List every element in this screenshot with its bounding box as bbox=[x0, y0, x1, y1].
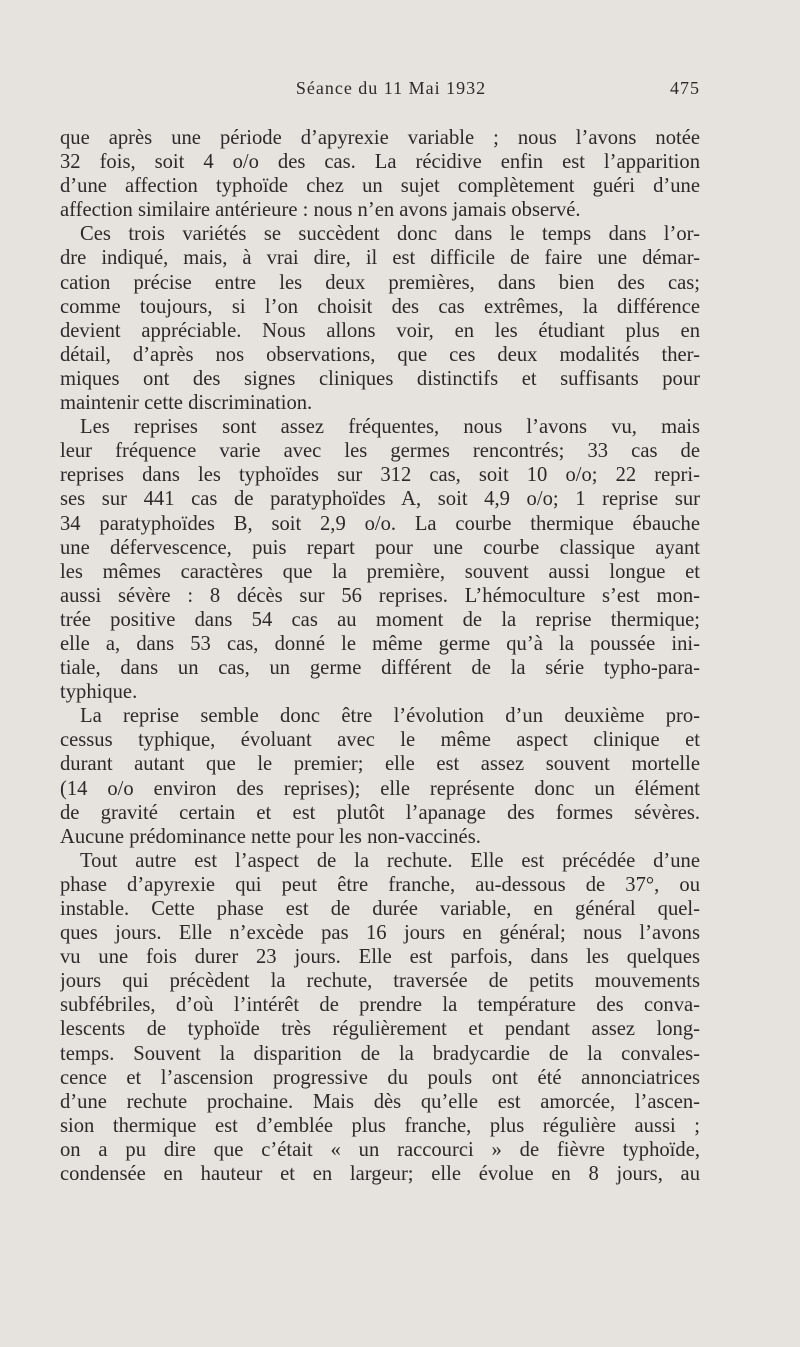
text-line: Ces trois variétés se succèdent donc dans le temps dans l’or- bbox=[80, 223, 700, 246]
running-header bbox=[60, 78, 700, 102]
text-line: reprises dans les typhoïdes sur 312 cas, soit 10 o/o; 22 repri- bbox=[60, 464, 700, 487]
text-line: ses sur 441 cas de paratyphoïdes A, soit 4,9 o/o; 1 reprise sur bbox=[60, 488, 700, 511]
text-line: affection similaire antérieure : nous n’en avons jamais observé. bbox=[60, 199, 581, 222]
text-line: détail, d’après nos observations, que ces deux modalités ther- bbox=[60, 343, 700, 366]
text-line: cence et l’ascension progressive du pouls ont été annonciatrices bbox=[60, 1066, 700, 1089]
text-line: lescents de typhoïde très régulièrement et pendant assez long- bbox=[60, 1018, 700, 1041]
text-line: phase d’apyrexie qui peut être franche, au-dessous de 37°, ou bbox=[60, 873, 700, 896]
text-line: condensée en hauteur et en largeur; elle évolue en 8 jours, au bbox=[60, 1163, 700, 1186]
text-line: durant autant que le premier; elle est assez souvent mortelle bbox=[60, 753, 700, 776]
text-line: instable. Cette phase est de durée variable, en général quel- bbox=[60, 898, 700, 920]
text-line: que après une période d’apyrexie variable ; nous l’avons notée bbox=[60, 127, 700, 149]
text-line: 32 fois, soit 4 o/o des cas. La récidive enfin est l’apparition bbox=[60, 151, 700, 174]
text-line: aussi sévère : 8 décès sur 56 reprises. L’hémoculture s’est mon- bbox=[60, 584, 700, 607]
text-line: Tout autre est l’aspect de la rechute. Elle est précédée d’une bbox=[80, 849, 700, 872]
text-line: sion thermique est d’emblée plus franche, plus régulière aussi ; bbox=[60, 1114, 700, 1137]
text-line: vu une fois durer 23 jours. Elle est parfois, dans les quelques bbox=[60, 946, 700, 969]
page-number: 475 bbox=[670, 78, 700, 98]
text-line: tiale, dans un cas, un germe différent de la série typho-para- bbox=[60, 657, 700, 680]
text-line: de gravité certain et est plutôt l’apanage des formes sévères. bbox=[60, 801, 700, 824]
text-line: cessus typhique, évoluant avec le même aspect clinique et bbox=[60, 729, 700, 752]
text-line: maintenir cette discrimination. bbox=[60, 392, 313, 415]
text-line: La reprise semble donc être l’évolution d’un deuxième pro- bbox=[80, 705, 700, 728]
text-line: on a pu dire que c’était « un raccourci » de fièvre typhoïde, bbox=[60, 1138, 700, 1161]
text-line: trée positive dans 54 cas au moment de la reprise thermique; bbox=[60, 608, 700, 631]
text-line: comme toujours, si l’on choisit des cas extrêmes, la différence bbox=[60, 295, 700, 318]
text-line: une défervescence, puis repart pour une courbe classique ayant bbox=[60, 536, 700, 559]
text-line: Aucune prédominance nette pour les non-vaccinés. bbox=[60, 825, 481, 848]
text-line: (14 o/o environ des reprises); elle représente donc un élément bbox=[60, 777, 700, 800]
text-line: leur fréquence varie avec les germes rencontrés; 33 cas de bbox=[60, 440, 700, 463]
text-line: d’une rechute prochaine. Mais dès qu’elle est amorcée, l’ascen- bbox=[60, 1090, 700, 1113]
text-line: typhique. bbox=[60, 681, 138, 704]
text-line: Les reprises sont assez fréquentes, nous l’avons vu, mais bbox=[80, 416, 700, 439]
text-line: devient appréciable. Nous allons voir, en les étudiant plus en bbox=[60, 319, 700, 342]
text-line: miques ont des signes cliniques distinctifs et suffisants pour bbox=[60, 367, 700, 390]
text-line: d’une affection typhoïde chez un sujet complètement guéri d’une bbox=[60, 175, 700, 198]
body-text bbox=[60, 126, 700, 1186]
text-line: temps. Souvent la disparition de la bradycardie de la convales- bbox=[60, 1042, 700, 1065]
text-line: jours qui précèdent la rechute, traversée de petits mouvements bbox=[60, 970, 700, 993]
header-title: Séance du 11 Mai 1932 bbox=[295, 78, 487, 98]
text-line: 34 paratyphoïdes B, soit 2,9 o/o. La courbe thermique ébauche bbox=[60, 512, 700, 535]
text-line: ques jours. Elle n’excède pas 16 jours en général; nous l’avons bbox=[60, 922, 700, 945]
text-line: elle a, dans 53 cas, donné le même germe qu’à la poussée ini- bbox=[60, 632, 700, 655]
text-line: cation précise entre les deux premières, dans bien des cas; bbox=[60, 271, 700, 294]
text-line: subfébriles, d’où l’intérêt de prendre la température des conva- bbox=[60, 994, 700, 1017]
text-line: dre indiqué, mais, à vrai dire, il est difficile de faire une démar- bbox=[60, 247, 700, 270]
text-line: les mêmes caractères que la première, souvent aussi longue et bbox=[60, 560, 700, 583]
